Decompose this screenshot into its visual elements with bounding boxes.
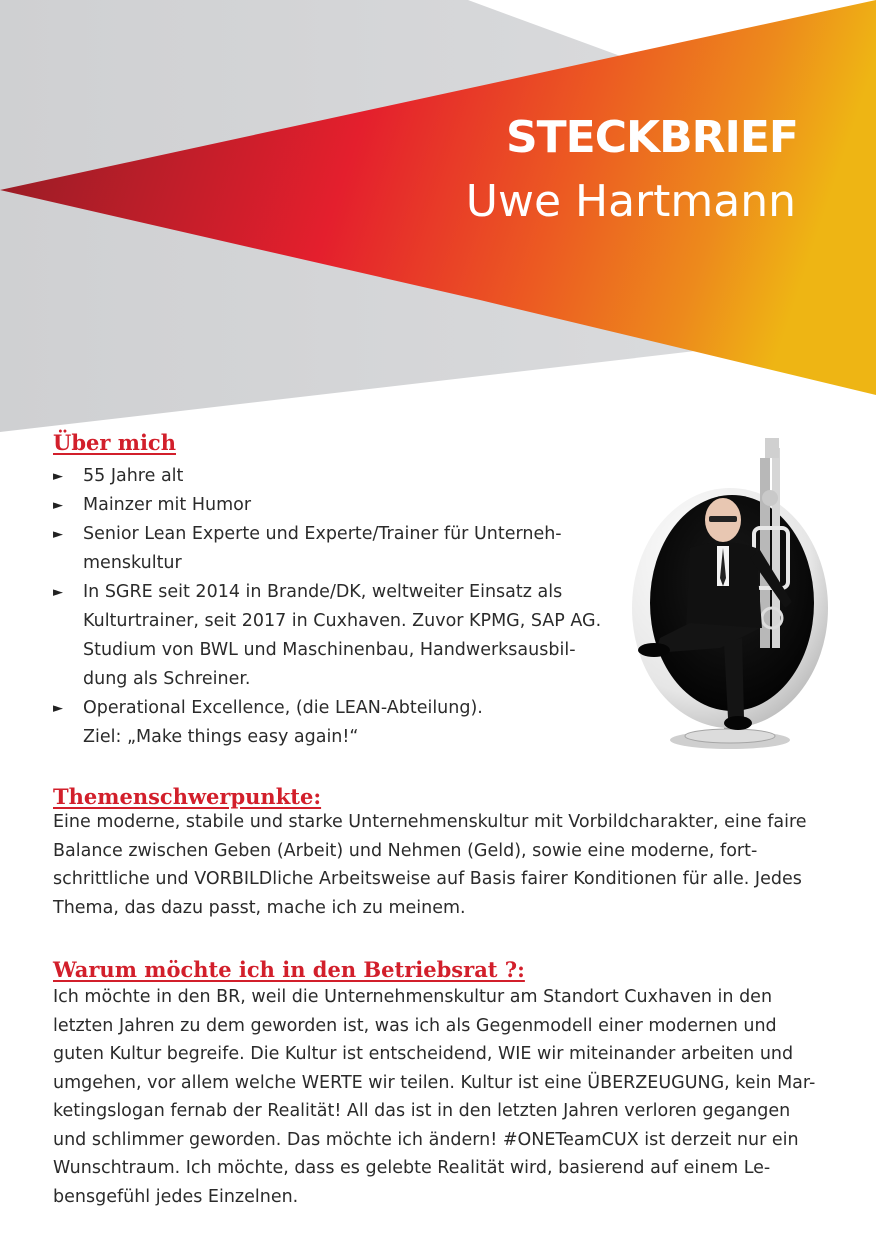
paragraph-line: bensgefühl jedes Einzelnen. <box>53 1186 299 1207</box>
header-banner <box>0 0 876 440</box>
topics-paragraph <box>53 808 843 922</box>
page-title: STECKBRIEF <box>505 112 798 163</box>
portrait-photo <box>620 438 830 758</box>
list-item-text: Kulturtrainer, seit 2017 in Cuxhaven. Zuvor KPMG, SAP AG. <box>83 611 602 631</box>
about-list <box>53 462 613 752</box>
list-item-text: dung als Schreiner. <box>83 669 251 689</box>
triangle-bullet-icon: ► <box>53 701 63 716</box>
paragraph-line: Wunschtraum. Ich möchte, dass es gelebte Realität wird, basierend auf einem Le- <box>53 1158 771 1178</box>
list-item <box>53 491 613 520</box>
list-item <box>53 578 613 694</box>
list-item-text: 55 Jahre alt <box>83 466 184 486</box>
list-item-text: Senior Lean Experte und Experte/Trainer für Unterneh- <box>83 524 562 544</box>
triangle-bullet-icon: ► <box>53 527 63 542</box>
paragraph-line: guten Kultur begreife. Die Kultur ist entscheidend, WIE wir miteinander arbeiten und <box>53 1044 794 1064</box>
paragraph-line: umgehen, vor allem welche WERTE wir teilen. Kultur ist eine ÜBERZEUGUNG, kein Mar- <box>53 1072 816 1093</box>
list-item-text: Mainzer mit Humor <box>83 495 252 515</box>
list-item-text: Ziel: „Make things easy again!“ <box>83 727 359 747</box>
list-item <box>53 520 613 578</box>
triangle-bullet-icon: ► <box>53 498 63 513</box>
list-item <box>53 462 613 491</box>
paragraph-line: letzten Jahren zu dem geworden ist, was ich als Gegenmodell einer modernen und <box>53 1015 777 1036</box>
paragraph-line: Thema, das dazu passt, mache ich zu meinem. <box>53 897 466 918</box>
paragraph-line: Balance zwischen Geben (Arbeit) und Nehmen (Geld), sowie eine moderne, fort- <box>53 840 758 861</box>
list-item-text: Studium von BWL und Maschinenbau, Handwerksausbil- <box>83 640 576 660</box>
about-heading: Über mich <box>53 430 176 455</box>
why-paragraph <box>53 983 843 1211</box>
triangle-bullet-icon: ► <box>53 585 63 600</box>
topics-heading: Themenschwerpunkte: <box>53 784 322 809</box>
triangle-bullet-icon: ► <box>53 469 63 484</box>
portrait-illustration <box>620 438 830 758</box>
person-name: Uwe Hartmann <box>465 176 796 227</box>
list-item-text: In SGRE seit 2014 in Brande/DK, weltweiter Einsatz als <box>83 582 563 602</box>
paragraph-line: ketingslogan fernab der Realität! All das ist in den letzten Jahren verloren gegangen <box>53 1101 791 1121</box>
paragraph-line: schrittliche und VORBILDliche Arbeitsweise auf Basis fairer Konditionen für alle. Jedes <box>53 869 802 889</box>
paragraph-line: und schlimmer geworden. Das möchte ich ändern! #ONETeamCUX ist derzeit nur ein <box>53 1129 799 1150</box>
list-item-text: Operational Excellence, (die LEAN-Abteilung). <box>83 698 483 718</box>
paragraph-line: Ich möchte in den BR, weil die Unternehmenskultur am Standort Cuxhaven in den <box>53 987 773 1007</box>
why-heading: Warum möchte ich in den Betriebsrat ?: <box>53 957 525 982</box>
paragraph-line: Eine moderne, stabile und starke Unternehmenskultur mit Vorbildcharakter, eine faire <box>53 812 807 832</box>
list-item-text: menskultur <box>83 553 182 573</box>
list-item <box>53 694 613 752</box>
